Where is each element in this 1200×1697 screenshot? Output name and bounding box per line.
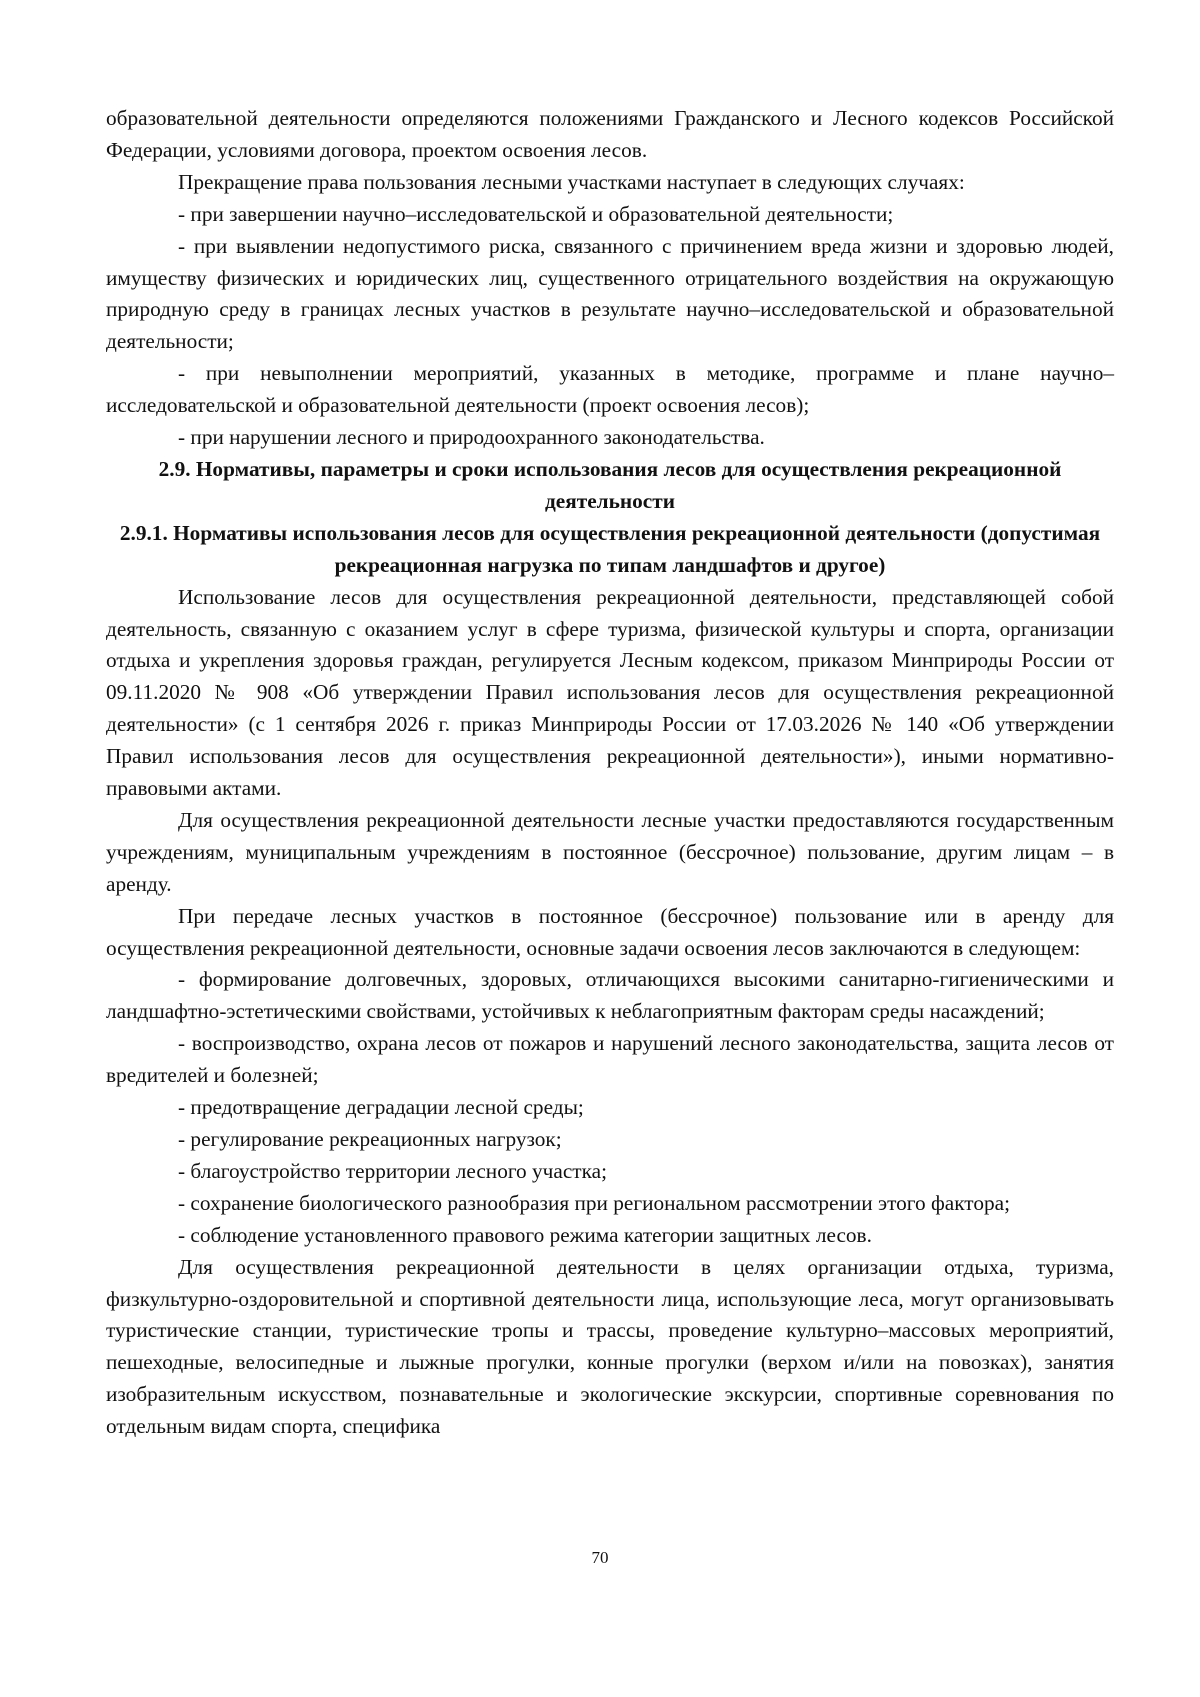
page-number: 70 [591,1548,609,1567]
list-item: - при завершении научно–исследовательской и образовательной деятельности; [178,201,894,226]
list-item: - сохранение биологического разнообразия при региональном рассмотрении этого фактора; [178,1190,1010,1215]
list-item: - соблюдение установленного правового режима категории защитных лесов. [178,1222,872,1247]
paragraph: Прекращение права пользования лесными участками наступает в следующих случаях: [178,169,965,194]
paragraph: Для осуществления рекреационной деятельности лесные участки предоставляются государственным учреждениям, муниципальным учреждениям в постоянное (бессрочное) пользование, другим лицам – в аренду. [106,807,1114,896]
paragraph: Для осуществления рекреационной деятельности в целях организации отдыха, туризма, физкультурно-оздоровительной и спортивной деятельности лица, использующие леса, могут организовывать туристические станции, туристические тропы и трассы, проведение культурно–массовых мероприятий, пешеходные, велосипедные и лыжные прогулки, конные прогулки (верхом и/или на повозках), занятия изобразительным искусством, познавательные и экологические экскурсии, спортивные соревнования по отдельным видам спорта, специфика [106,1254,1114,1439]
list-item: - при выявлении недопустимого риска, связанного с причинением вреда жизни и здоровью людей, имуществу физических и юридических лиц, существенного отрицательного воздействия на окружающую природную среду в границах лесных участков в результате научно–исследовательской и образовательной деятельности; [106,233,1114,354]
list-item: - при нарушении лесного и природоохранного законодательства. [178,425,765,450]
list-item: - воспроизводство, охрана лесов от пожаров и нарушений лесного законодательства, защита лесов от вредителей и болезней; [106,1031,1114,1088]
body-text [106,103,1114,1443]
paragraph: При передаче лесных участков в постоянное (бессрочное) пользование или в аренду для осуществления рекреационной деятельности, основные задачи освоения лесов заключаются в следующем: [106,903,1114,960]
section-heading: 2.9. Нормативы, параметры и сроки использования лесов для осуществления рекреационной деятельности [158,456,1062,513]
list-item: - регулирование рекреационных нагрузок; [178,1127,562,1151]
subsection-heading: 2.9.1. Нормативы использования лесов для осуществления рекреационной деятельности (допустимая рекреационная нагрузка по типам ландшафтов и другое) [119,520,1101,577]
list-item: - при невыполнении мероприятий, указанных в методике, программе и плане научно–исследовательской и образовательной деятельности (проект освоения лесов); [106,361,1114,418]
paragraph: образовательной деятельности определяются положениями Гражданского и Лесного кодексов Российской Федерации, условиями договора, проектом освоения лесов. [106,106,1114,162]
list-item: - предотвращение деградации лесной среды; [178,1095,584,1120]
paragraph: Использование лесов для осуществления рекреационной деятельности, представляющей собой деятельность, связанную с оказанием услуг в сфере туризма, физической культуры и спорта, организации отдыха и укрепления здоровья граждан, регулируется Лесным кодексом, приказом Минприроды России от 09.11.2020 № 908 «Об утверждении Правил использования лесов для осуществления рекреационной деятельности» (с 1 сентября 2026 г. приказ Минприроды России от 17.03.2026 № 140 «Об утверждении Правил использования лесов для осуществления рекреационной деятельности»), иными нормативно-правовыми актами. [106,584,1114,801]
list-item: - формирование долговечных, здоровых, отличающихся высокими санитарно-гигиеническими и ландшафтно-эстетическими свойствами, устойчивых к неблагоприятным факторам среды насаждений; [106,967,1114,1024]
list-item: - благоустройство территории лесного участка; [178,1158,607,1183]
